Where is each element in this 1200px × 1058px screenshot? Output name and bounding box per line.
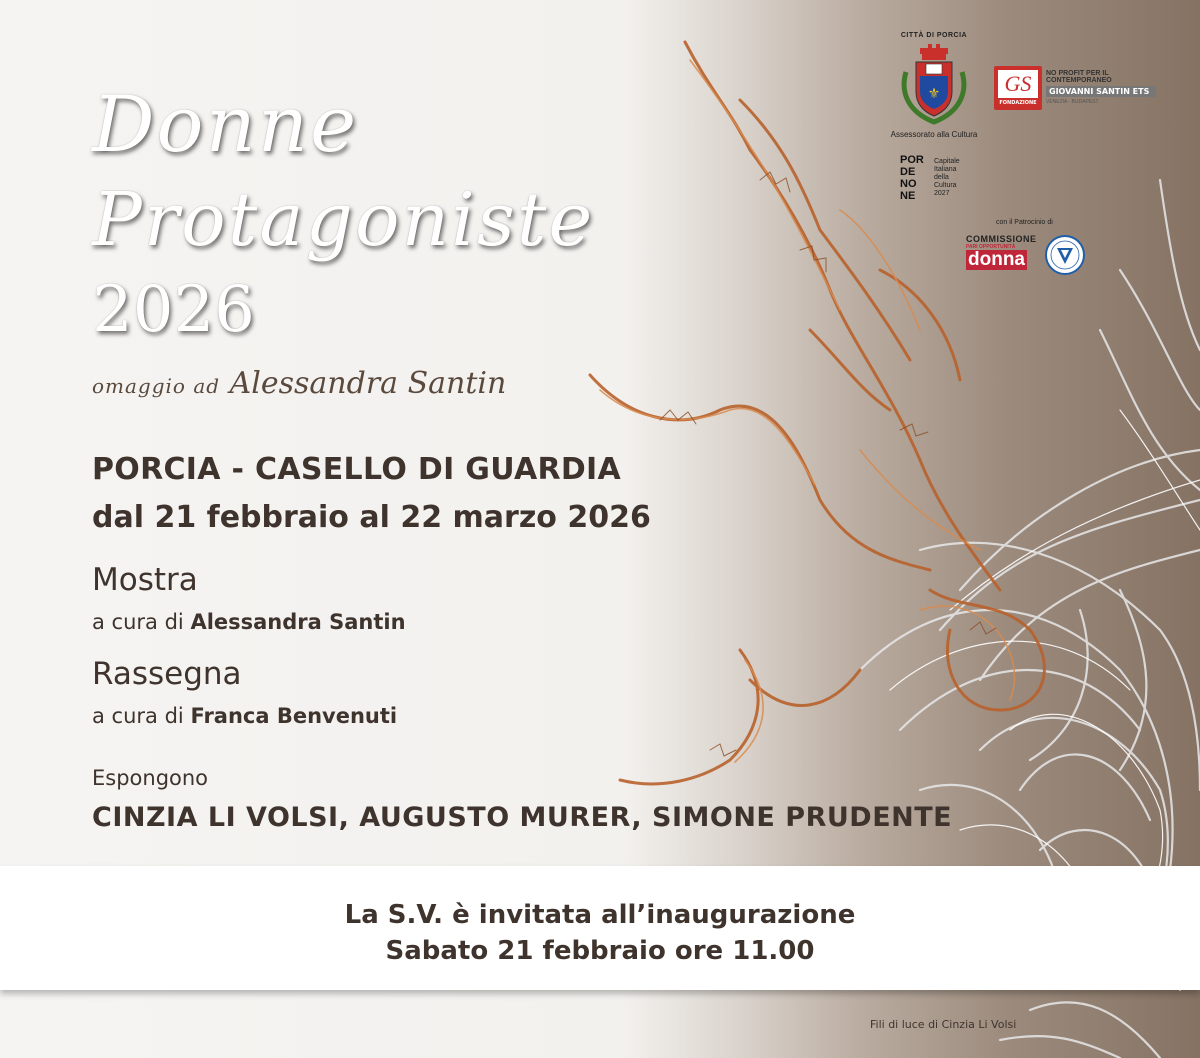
exhibition-dates: dal 21 febbraio al 22 marzo 2026 bbox=[92, 500, 651, 535]
commissione-line2: PARI OPPORTUNITÀ bbox=[966, 244, 1016, 250]
pordenone-text-4: Cultura bbox=[934, 182, 957, 189]
rassegna-curator-prefix: a cura di bbox=[92, 704, 184, 728]
mostra-heading: Mostra bbox=[92, 562, 198, 598]
title-line-1: Donne bbox=[92, 80, 359, 170]
fondazione-line2: GIOVANNI SANTIN ETS bbox=[1046, 86, 1156, 97]
pordenone-mark bbox=[900, 154, 932, 202]
pordenone-mark-2: DE bbox=[900, 166, 916, 178]
exhibition-title bbox=[92, 80, 594, 350]
pordenone-text-3: della bbox=[934, 174, 949, 181]
fondazione-santin-logo bbox=[994, 66, 1154, 110]
pordenone-text-2: Italiana bbox=[934, 166, 957, 173]
fondazione-line1: NO PROFIT PER IL CONTEMPORANEO bbox=[1046, 70, 1112, 84]
mostra-curator bbox=[92, 610, 406, 634]
commissione-line1: COMMISSIONE bbox=[966, 234, 1037, 244]
svg-text:⚜: ⚜ bbox=[927, 86, 941, 102]
pordenone-mark-1: POR bbox=[900, 154, 924, 166]
commissione-pari-opportunita-logo bbox=[966, 234, 1038, 274]
title-year: 2026 bbox=[92, 273, 255, 347]
title-line-2: Protagoniste bbox=[92, 177, 595, 263]
fondazione-text bbox=[1046, 70, 1156, 105]
tribute-prefix: omaggio ad bbox=[92, 374, 221, 398]
tribute-line bbox=[92, 366, 506, 401]
artists-list: CINZIA LI VOLSI, AUGUSTO MURER, SIMONE PRUDENTE bbox=[92, 802, 953, 833]
regional-seal-icon bbox=[1044, 234, 1086, 276]
fondazione-mark bbox=[994, 66, 1042, 110]
tribute-name: Alessandra Santin bbox=[229, 366, 507, 401]
patrocinio-label: con il Patrocinio di bbox=[996, 219, 1053, 226]
pordenone-mark-4: NE bbox=[900, 190, 916, 202]
rassegna-curator bbox=[92, 704, 397, 728]
fondazione-line3: VENEZIA · BUDAPEST bbox=[1046, 99, 1099, 105]
espongono-label: Espongono bbox=[92, 766, 209, 790]
venue: PORCIA - CASELLO DI GUARDIA bbox=[92, 452, 622, 487]
porcia-logo-bottom: Assessorato alla Cultura bbox=[890, 130, 978, 139]
artwork-credit: Fili di luce di Cinzia Li Volsi bbox=[870, 1018, 1017, 1031]
rassegna-heading: Rassegna bbox=[92, 656, 242, 692]
pordenone-text-1: Capitale bbox=[934, 158, 960, 165]
coat-of-arms-icon bbox=[898, 42, 970, 126]
pordenone-text-5: 2027 bbox=[934, 190, 950, 197]
invitation-text: La S.V. è invitata all’inaugurazione bbox=[344, 900, 856, 930]
pordenone-mark-3: NO bbox=[900, 178, 917, 190]
opening-date: Sabato 21 febbraio ore 11.00 bbox=[385, 936, 815, 966]
mostra-curator-name: Alessandra Santin bbox=[190, 610, 406, 634]
pordenone-capitale-logo bbox=[900, 154, 980, 206]
porcia-logo-top: CITTÀ DI PORCIA bbox=[900, 32, 968, 39]
porcia-logo bbox=[884, 32, 984, 142]
pordenone-text bbox=[934, 158, 960, 198]
commissione-line3: donna bbox=[968, 249, 1025, 270]
fondazione-mark-letters: GS bbox=[998, 70, 1038, 98]
rassegna-curator-name: Franca Benvenuti bbox=[190, 704, 398, 728]
fondazione-mark-sub: FONDAZIONE bbox=[999, 100, 1037, 106]
mostra-curator-prefix: a cura di bbox=[92, 610, 184, 634]
